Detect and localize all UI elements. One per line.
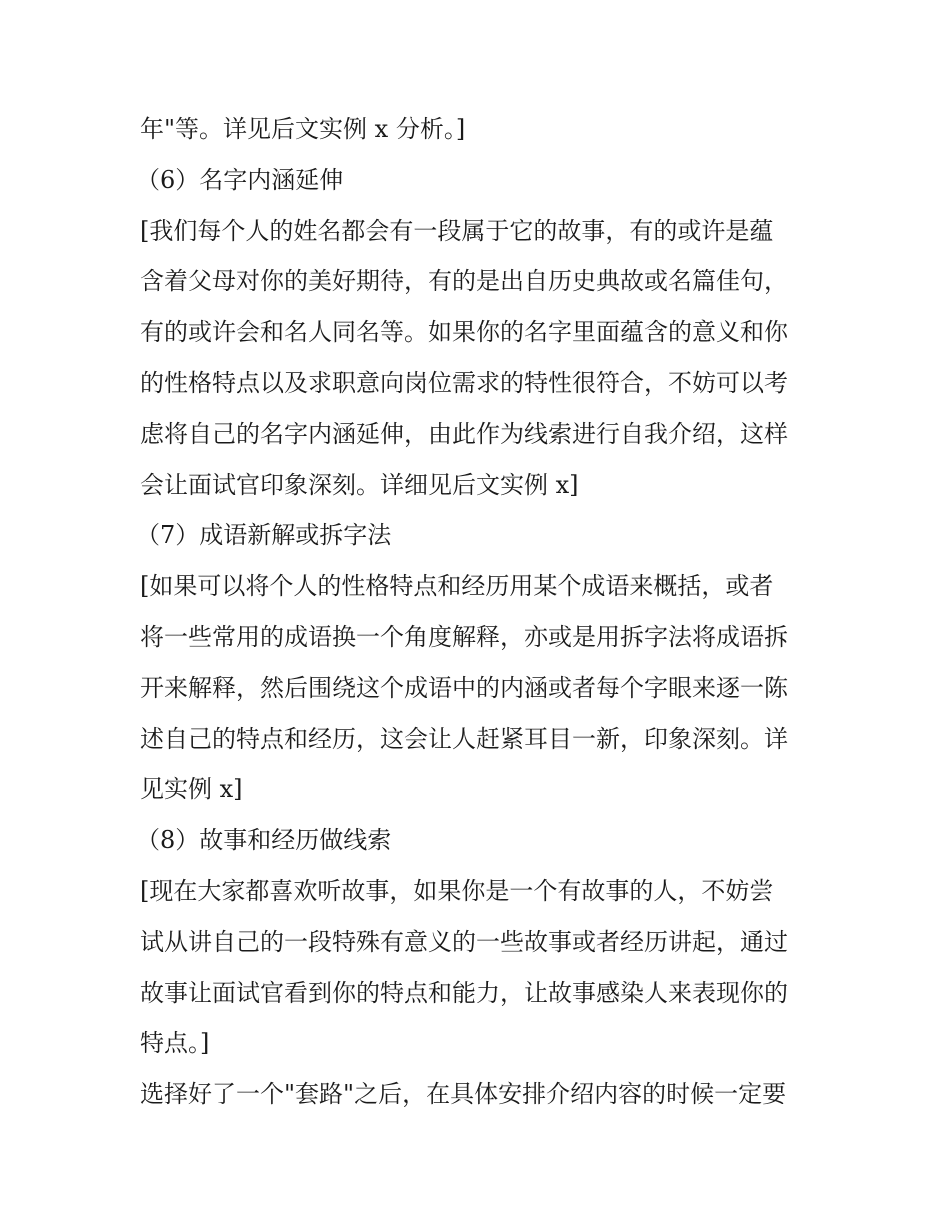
text-line: [我们每个人的姓名都会有一段属于它的故事，有的或许是蕴 — [140, 216, 774, 245]
text-line: 开来解释，然后围绕这个成语中的内涵或者每个字眼来逐一陈 — [140, 673, 788, 702]
text-line: 见实例 x] — [140, 775, 243, 804]
text-line: 有的或许会和名人同名等。如果你的名字里面蕴含的意义和你 — [140, 318, 788, 347]
text-line: [如果可以将个人的性格特点和经历用某个成语来概括，或者 — [140, 572, 774, 601]
text-line: 的性格特点以及求职意向岗位需求的特性很符合，不妨可以考 — [140, 368, 788, 397]
section-heading-6: （6）名字内涵延伸 — [136, 165, 344, 194]
text-line: 特点。] — [140, 1029, 210, 1058]
section-heading-7: （7）成语新解或拆字法 — [136, 521, 392, 550]
text-line: 述自己的特点和经历，这会让人赶紧耳目一新，印象深刻。详 — [140, 724, 788, 753]
text-line: 试从讲自己的一段特殊有意义的一些故事或者经历讲起，通过 — [140, 927, 788, 956]
section-heading-8: （8）故事和经历做线索 — [136, 826, 392, 855]
text-line: [现在大家都喜欢听故事，如果你是一个有故事的人，不妨尝 — [140, 876, 774, 905]
text-line: 选择好了一个"套路"之后，在具体安排介绍内容的时候一定要 — [140, 1080, 787, 1109]
text-line: 年"等。详见后文实例 x 分析。] — [140, 115, 466, 143]
document-body — [136, 104, 820, 1120]
text-line: 虑将自己的名字内涵延伸，由此作为线索进行自我介绍，这样 — [140, 419, 788, 448]
text-line: 含着父母对你的美好期待，有的是出自历史典故或名篇佳句， — [140, 267, 788, 296]
text-line: 会让面试官印象深刻。详细见后文实例 x] — [140, 470, 579, 499]
text-line: 故事让面试官看到你的特点和能力，让故事感染人来表现你的 — [140, 978, 788, 1007]
text-line: 将一些常用的成语换一个角度解释，亦或是用拆字法将成语拆 — [140, 622, 788, 651]
